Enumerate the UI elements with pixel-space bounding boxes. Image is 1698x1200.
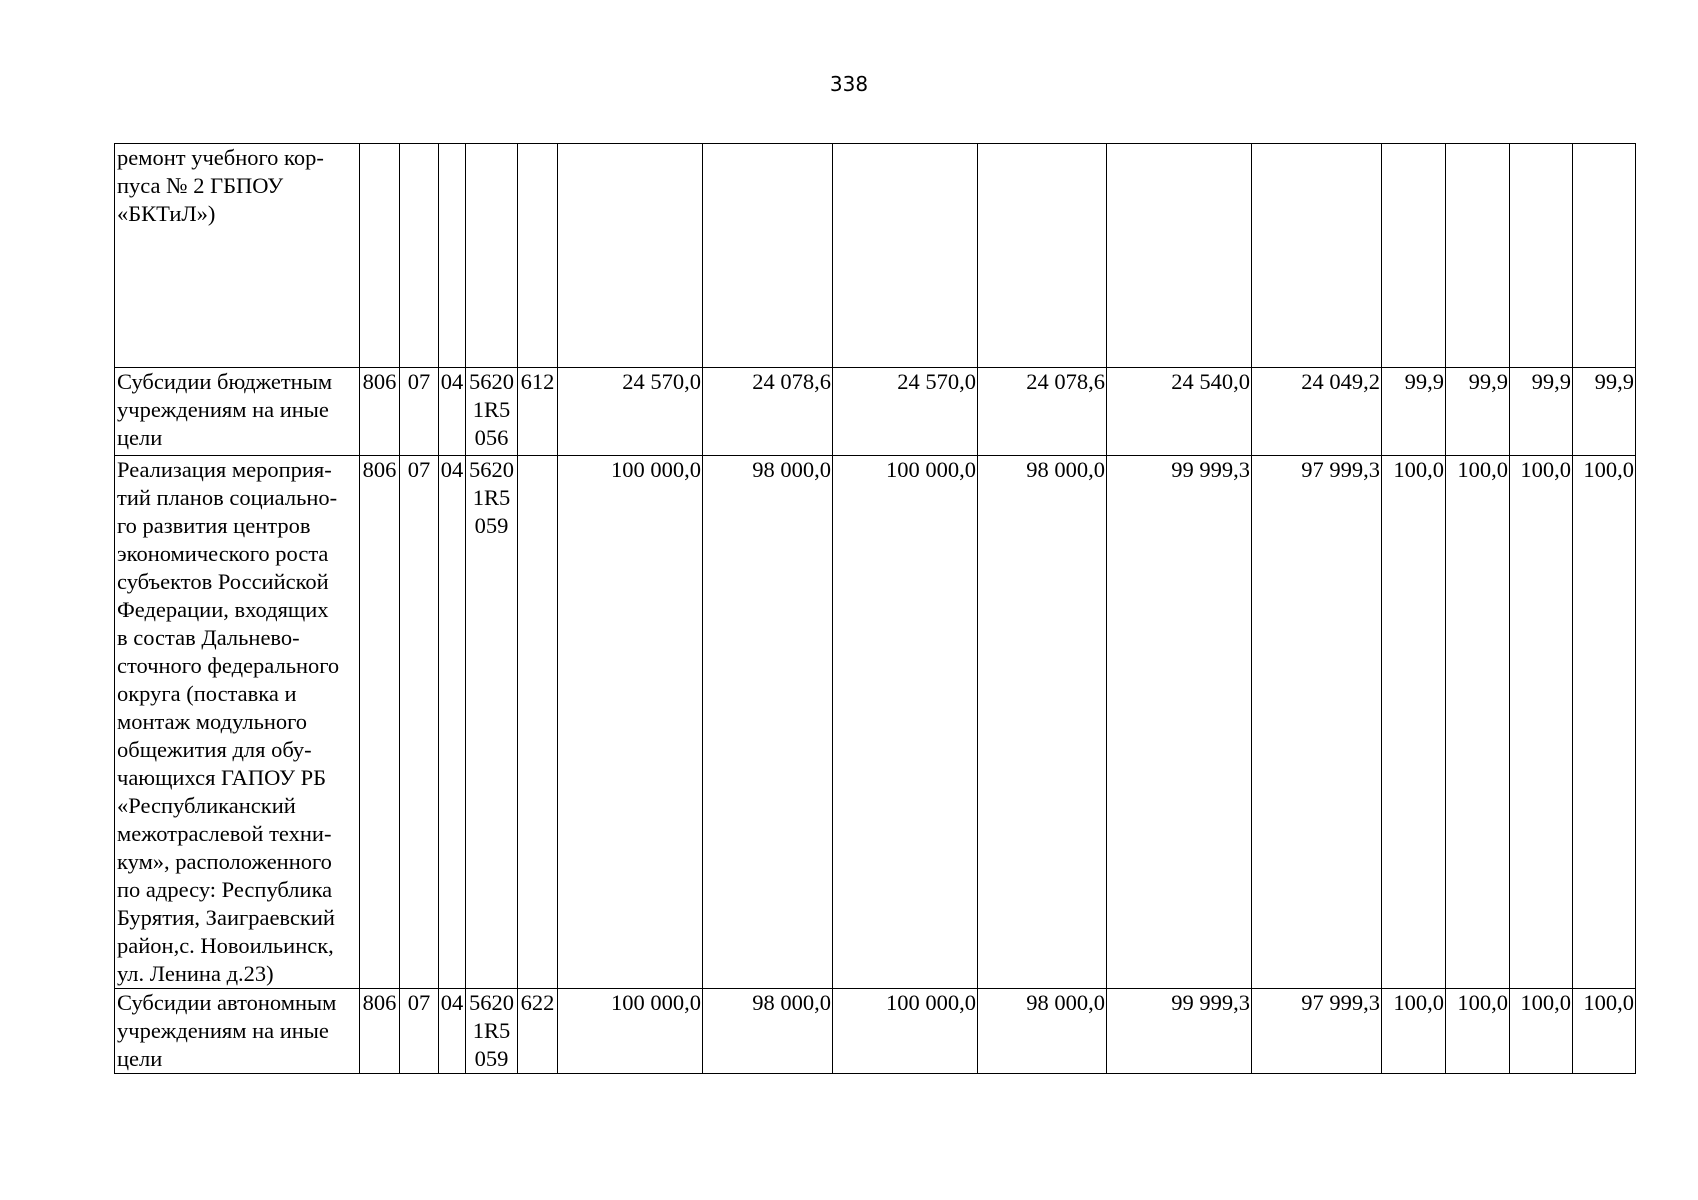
cell-rz	[400, 144, 439, 368]
table-body	[115, 144, 1636, 1074]
csr-line: 056	[474, 425, 509, 450]
description-line: по адресу: Республика	[117, 877, 333, 902]
csr-line: 059	[474, 1046, 509, 1071]
description-line: ул. Ленина д.23)	[117, 961, 274, 986]
cell-description	[115, 144, 360, 368]
cell-percent-3: 100,0	[1510, 989, 1573, 1074]
cell-percent-1: 100,0	[1382, 989, 1446, 1074]
description-line: кум», расположенного	[117, 849, 332, 874]
cell-value-5	[1107, 144, 1252, 368]
cell-gr: 806	[360, 368, 400, 456]
cell-value-4: 98 000,0	[978, 989, 1107, 1074]
cell-value-2: 24 078,6	[703, 368, 833, 456]
cell-value-6: 24 049,2	[1252, 368, 1382, 456]
description-line: экономического роста	[117, 541, 329, 566]
cell-value-6: 97 999,3	[1252, 989, 1382, 1074]
page-number: 338	[829, 72, 869, 96]
description-line: учреждениям на иные	[117, 397, 329, 422]
table-row	[115, 368, 1636, 456]
table-row	[115, 989, 1636, 1074]
csr-line: 1R5	[472, 397, 511, 422]
description-line: Субсидии бюджетным	[117, 369, 333, 394]
cell-rz: 07	[400, 456, 439, 989]
cell-percent-2: 100,0	[1446, 989, 1510, 1074]
cell-percent-4: 100,0	[1573, 989, 1636, 1074]
cell-value-5: 99 999,3	[1107, 989, 1252, 1074]
csr-line: 059	[474, 513, 509, 538]
description-line: Федерации, входящих	[117, 597, 329, 622]
csr-line: 1R5	[472, 1018, 511, 1043]
cell-value-1	[558, 144, 703, 368]
description-line: «Республиканский	[117, 793, 296, 818]
description-line: го развития центров	[117, 513, 311, 538]
csr-line: 5620	[469, 369, 514, 394]
csr-line: 1R5	[472, 485, 511, 510]
cell-description	[115, 456, 360, 989]
cell-description	[115, 989, 360, 1074]
cell-rz: 07	[400, 368, 439, 456]
cell-percent-3: 99,9	[1510, 368, 1573, 456]
cell-value-4: 98 000,0	[978, 456, 1107, 989]
description-line: в состав Дальнево-	[117, 625, 300, 650]
cell-value-3: 100 000,0	[833, 989, 978, 1074]
cell-percent-4: 99,9	[1573, 368, 1636, 456]
cell-rz: 07	[400, 989, 439, 1074]
cell-csr	[466, 989, 518, 1074]
cell-percent-2: 100,0	[1446, 456, 1510, 989]
description-line: ремонт учебного кор-	[117, 145, 324, 170]
cell-value-2	[703, 144, 833, 368]
cell-value-3	[833, 144, 978, 368]
cell-value-4: 24 078,6	[978, 368, 1107, 456]
cell-gr	[360, 144, 400, 368]
cell-value-1: 100 000,0	[558, 989, 703, 1074]
table-row	[115, 456, 1636, 989]
description-line: межотраслевой техни-	[117, 821, 332, 846]
description-line: округа (поставка и	[117, 681, 297, 706]
cell-value-3: 24 570,0	[833, 368, 978, 456]
cell-percent-1	[1382, 144, 1446, 368]
cell-csr	[466, 144, 518, 368]
cell-value-2: 98 000,0	[703, 456, 833, 989]
description-line: Субсидии автономным	[117, 990, 337, 1015]
csr-line: 5620	[469, 457, 514, 482]
description-line: сточного федерального	[117, 653, 340, 678]
cell-percent-2	[1446, 144, 1510, 368]
cell-value-1: 24 570,0	[558, 368, 703, 456]
cell-pr: 04	[439, 456, 466, 989]
cell-value-3: 100 000,0	[833, 456, 978, 989]
description-line: общежития для обу-	[117, 737, 312, 762]
cell-value-6	[1252, 144, 1382, 368]
cell-percent-1: 100,0	[1382, 456, 1446, 989]
cell-gr: 806	[360, 456, 400, 989]
cell-percent-3	[1510, 144, 1573, 368]
cell-value-5: 24 540,0	[1107, 368, 1252, 456]
description-line: цели	[117, 1046, 163, 1071]
description-line: пуса № 2 ГБПОУ	[117, 173, 284, 198]
description-line: Реализация мероприя-	[117, 457, 332, 482]
cell-value-4	[978, 144, 1107, 368]
cell-percent-4	[1573, 144, 1636, 368]
table-row	[115, 144, 1636, 368]
description-line: «БКТиЛ»)	[117, 201, 216, 226]
cell-value-2: 98 000,0	[703, 989, 833, 1074]
cell-pr	[439, 144, 466, 368]
cell-vr	[518, 456, 558, 989]
cell-gr: 806	[360, 989, 400, 1074]
cell-description	[115, 368, 360, 456]
cell-csr	[466, 368, 518, 456]
cell-vr: 622	[518, 989, 558, 1074]
description-line: монтаж модульного	[117, 709, 308, 734]
description-line: учреждениям на иные	[117, 1018, 329, 1043]
cell-value-1: 100 000,0	[558, 456, 703, 989]
cell-percent-2: 99,9	[1446, 368, 1510, 456]
cell-csr	[466, 456, 518, 989]
description-line: субъектов Российской	[117, 569, 329, 594]
cell-value-6: 97 999,3	[1252, 456, 1382, 989]
description-line: цели	[117, 425, 163, 450]
cell-pr: 04	[439, 368, 466, 456]
budget-table	[114, 143, 1636, 1074]
cell-vr	[518, 144, 558, 368]
description-line: Бурятия, Заиграевский	[117, 905, 335, 930]
cell-pr: 04	[439, 989, 466, 1074]
cell-percent-3: 100,0	[1510, 456, 1573, 989]
csr-line: 5620	[469, 990, 514, 1015]
cell-percent-4: 100,0	[1573, 456, 1636, 989]
cell-value-5: 99 999,3	[1107, 456, 1252, 989]
description-line: район,с. Новоильинск,	[117, 933, 334, 958]
cell-percent-1: 99,9	[1382, 368, 1446, 456]
description-line: тий планов социально-	[117, 485, 338, 510]
cell-vr: 612	[518, 368, 558, 456]
description-line: чающихся ГАПОУ РБ	[117, 765, 327, 790]
